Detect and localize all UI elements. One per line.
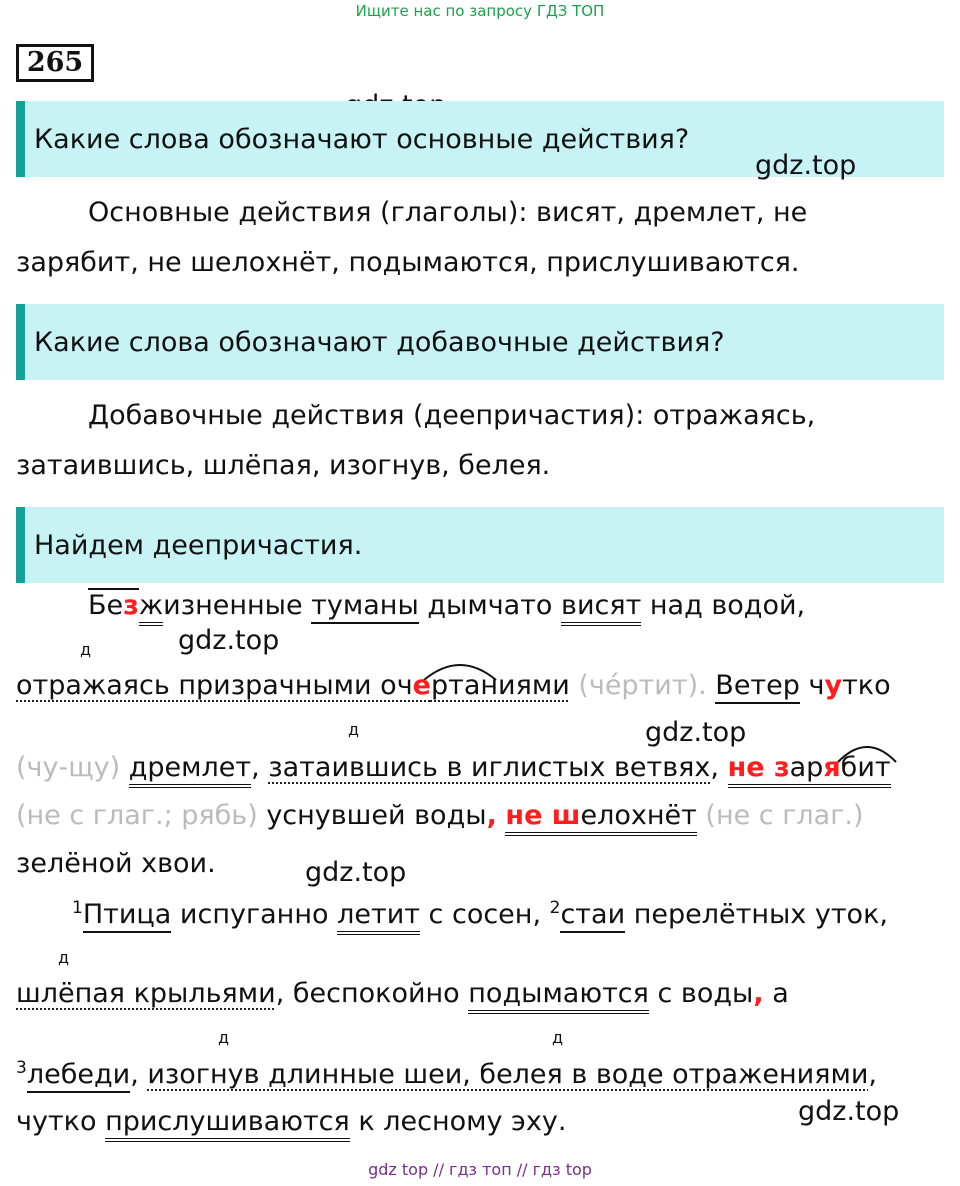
watermark: gdz.top (305, 857, 407, 888)
text-line-7 (16, 978, 789, 1009)
watermark: gdz.top (798, 1096, 900, 1127)
prefix-be: Бе (88, 590, 124, 621)
predicate-ne-shelohnet (505, 800, 696, 836)
text-line-9 (16, 1106, 566, 1137)
red-ne-z: не з (727, 752, 790, 783)
adverbial-shlepaya: шлёпая крыльями (16, 978, 276, 1009)
hint-ne-s-glag-2: (не с глаг.) (696, 800, 864, 831)
word-part: дымчато (418, 590, 562, 621)
watermark: gdz.top (645, 717, 747, 748)
d-mark: д (58, 948, 70, 967)
red-ne-sh: не ш (505, 800, 581, 831)
word-part: тко (842, 670, 891, 701)
subject-stai: стаи (560, 899, 625, 933)
adverbial-zataivshis: затаившись в иглистых ветвях (268, 752, 711, 783)
word-part: чутко (16, 1106, 106, 1137)
word-part: бит (840, 752, 891, 783)
word-part: елохнёт (580, 800, 697, 831)
word-part: над водой, (641, 590, 806, 621)
answer-2-line-2: затаившись, шлёпая, изогнув, белея. (16, 450, 551, 481)
word-bez (88, 588, 139, 621)
word-part: отражаясь призрачными оч (16, 670, 413, 701)
question-2 (16, 304, 944, 380)
adverbial-otrazhayas (16, 670, 570, 701)
sup-2: 2 (549, 898, 561, 918)
letter-ya: я (823, 752, 841, 783)
d-mark: д (80, 640, 92, 659)
d-mark: д (348, 720, 360, 739)
hint-chertit: (че́ртит). (569, 670, 707, 701)
subject-ptica: Птица (83, 899, 172, 933)
punct: , (868, 1059, 877, 1090)
sup-3: 3 (16, 1058, 27, 1078)
letter-zh: ж (139, 590, 163, 626)
predicate-prislushivayutsya: прислушиваются (105, 1106, 350, 1142)
question-3 (16, 507, 944, 583)
subject-lebedi: лебеди (27, 1059, 130, 1093)
word-part: ртаниями (430, 670, 570, 701)
punct: , (251, 752, 269, 783)
subject-tumany: туманы (311, 590, 419, 624)
question-3-text: Найдем деепричастия. (34, 529, 363, 561)
word-part: ар (789, 752, 824, 783)
answer-1-line-1: Основные действия (глаголы): висят, дремлет, не (88, 197, 808, 228)
text-line-8 (16, 1058, 877, 1090)
word-part: с воды (648, 978, 754, 1009)
punct: , (130, 1059, 148, 1090)
text-line-6 (72, 898, 888, 930)
word-part: изненные (163, 590, 312, 621)
letter-z: з (123, 590, 139, 621)
adverbial-izognuv-beleya: изогнув длинные шеи, белея в воде отражениями (147, 1059, 869, 1090)
answer-2-line-1: Добавочные действия (деепричастия): отражаясь, (88, 400, 816, 431)
word-part: к лесному эху. (349, 1106, 567, 1137)
text-line-5: зелёной хвои. (16, 848, 216, 879)
text-line-4 (16, 800, 864, 831)
top-banner: Ищите нас по запросу ГДЗ ТОП (355, 2, 605, 20)
letter-u: у (824, 670, 843, 701)
word-part: с сосен, (419, 899, 550, 930)
question-1-text: Какие слова обозначают основные действия? (34, 123, 690, 155)
word-part: , беспокойно (275, 978, 469, 1009)
word-part: испуганно (171, 899, 338, 930)
question-2-text: Какие слова обозначают добавочные действия? (34, 326, 725, 358)
word-part: перелётных уток, (625, 899, 888, 930)
word-part: а (763, 978, 789, 1009)
hint-ne-s-glag: (не с глаг.; рябь) (16, 800, 258, 831)
predicate-visyat: висят (561, 590, 641, 626)
red-comma: , (753, 978, 764, 1009)
predicate-ne-zaryabit (728, 752, 891, 788)
predicate-dremlet: дремлет (129, 752, 251, 788)
watermark: gdz.top (178, 625, 280, 656)
d-mark: д (552, 1028, 564, 1047)
sup-1: 1 (72, 898, 83, 918)
subject-veter: Ветер (715, 670, 800, 704)
text-line-1 (88, 590, 805, 621)
word-part: уснувшей воды (257, 800, 487, 831)
exercise-number: 265 (16, 44, 94, 82)
text-line-2 (16, 670, 891, 701)
punct: , (710, 752, 728, 783)
red-comma: , (486, 800, 497, 831)
watermark: gdz.top (755, 150, 857, 181)
d-mark: д (218, 1028, 230, 1047)
answer-1-line-2: зарябит, не шелохнёт, подымаются, прислушиваются. (16, 247, 800, 278)
text-line-3 (16, 752, 891, 783)
predicate-podymayutsya: подымаются (468, 978, 649, 1014)
word-part: ч (799, 670, 825, 701)
footer-links: gdz top // гдз топ // гдз top (368, 1160, 592, 1179)
hint-chu-schu: (чу-щу) (16, 752, 129, 783)
letter-e: е (412, 670, 431, 701)
predicate-letit: летит (337, 899, 420, 935)
